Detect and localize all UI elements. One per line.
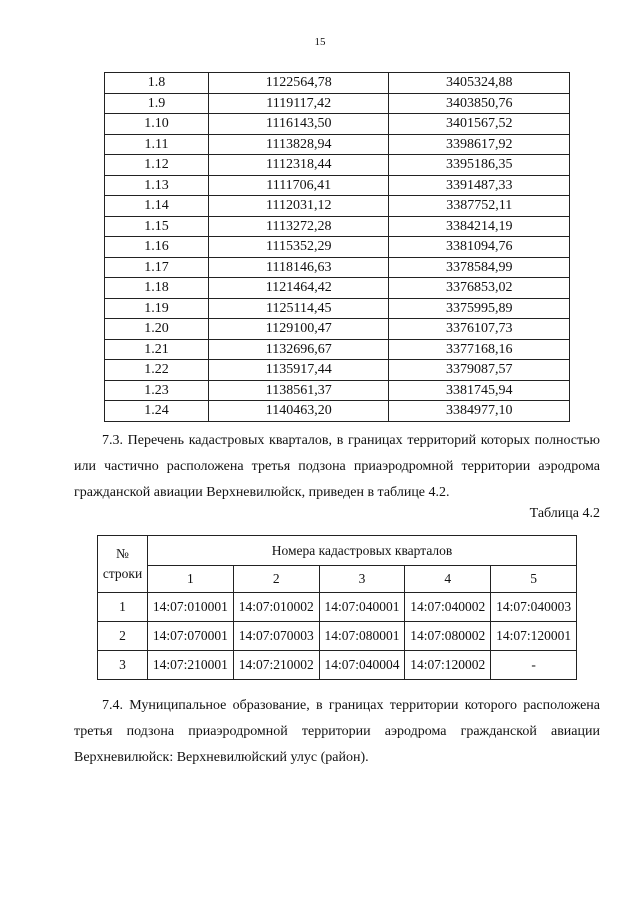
- x-coordinate-cell: 1121464,42: [208, 278, 389, 299]
- x-coordinate-cell: 1115352,29: [208, 237, 389, 258]
- x-coordinate-cell: 1112031,12: [208, 196, 389, 217]
- point-number-cell: 1.22: [105, 360, 209, 381]
- y-coordinate-cell: 3379087,57: [389, 360, 570, 381]
- point-number-cell: 1.21: [105, 339, 209, 360]
- cadastral-quarter-cell: 14:07:120002: [405, 651, 491, 680]
- point-number-cell: 1.20: [105, 319, 209, 340]
- table-row: [105, 360, 570, 381]
- row-number-cell: 2: [98, 622, 148, 651]
- point-number-cell: 1.11: [105, 134, 209, 155]
- table-row: [105, 298, 570, 319]
- x-coordinate-cell: 1118146,63: [208, 257, 389, 278]
- row-number-header-word: строки: [102, 566, 143, 581]
- table-caption: Таблица 4.2: [529, 506, 600, 521]
- table-row: [105, 339, 570, 360]
- x-coordinate-cell: 1129100,47: [208, 319, 389, 340]
- y-coordinate-cell: 3405324,88: [389, 73, 570, 94]
- point-number-cell: 1.14: [105, 196, 209, 217]
- cadastral-quarter-cell: 14:07:080002: [405, 622, 491, 651]
- paragraph-7-3: 7.3. Перечень кадастровых кварталов, в границах территорий которых полностью или частично расположена третья подзона приаэродромной территории аэродрома гражданской авиации Верхневилюйск, приведен в таблице 4.2.: [74, 433, 600, 500]
- y-coordinate-cell: 3378584,99: [389, 257, 570, 278]
- cadastral-quarter-cell: 14:07:040003: [491, 593, 577, 622]
- y-coordinate-cell: 3377168,16: [389, 339, 570, 360]
- column-number-header: 2: [233, 566, 319, 593]
- table-row: [105, 155, 570, 176]
- x-coordinate-cell: 1113828,94: [208, 134, 389, 155]
- cadastral-quarter-cell: 14:07:010002: [233, 593, 319, 622]
- y-coordinate-cell: 3395186,35: [389, 155, 570, 176]
- y-coordinate-cell: 3384214,19: [389, 216, 570, 237]
- coordinates-table: [104, 72, 570, 422]
- x-coordinate-cell: 1132696,67: [208, 339, 389, 360]
- cadastral-quarter-cell: 14:07:040001: [319, 593, 405, 622]
- table-row: [105, 401, 570, 422]
- y-coordinate-cell: 3401567,52: [389, 114, 570, 135]
- cadastral-quarters-header: Номера кадастровых кварталов: [148, 536, 577, 566]
- table-row: [105, 93, 570, 114]
- x-coordinate-cell: 1125114,45: [208, 298, 389, 319]
- table-row: [98, 622, 577, 651]
- table-row: [98, 593, 577, 622]
- cadastral-quarters-table: [97, 535, 577, 680]
- cadastral-quarter-cell: 14:07:010001: [148, 593, 234, 622]
- y-coordinate-cell: 3398617,92: [389, 134, 570, 155]
- y-coordinate-cell: 3387752,11: [389, 196, 570, 217]
- x-coordinate-cell: 1119117,42: [208, 93, 389, 114]
- table-row: [105, 319, 570, 340]
- x-coordinate-cell: 1140463,20: [208, 401, 389, 422]
- page-number: 15: [314, 36, 326, 48]
- point-number-cell: 1.13: [105, 175, 209, 196]
- table-row: [105, 175, 570, 196]
- point-number-cell: 1.23: [105, 380, 209, 401]
- cadastral-quarter-cell: 14:07:070001: [148, 622, 234, 651]
- x-coordinate-cell: 1122564,78: [208, 73, 389, 94]
- row-number-header-symbol: №: [116, 546, 129, 561]
- cadastral-quarter-cell: 14:07:120001: [491, 622, 577, 651]
- row-number-header: [98, 536, 148, 593]
- table-row: [105, 380, 570, 401]
- y-coordinate-cell: 3375995,89: [389, 298, 570, 319]
- point-number-cell: 1.24: [105, 401, 209, 422]
- table-row: [105, 114, 570, 135]
- cadastral-quarter-cell: 14:07:080001: [319, 622, 405, 651]
- cadastral-quarter-cell: 14:07:210001: [148, 651, 234, 680]
- cadastral-quarter-cell: 14:07:040004: [319, 651, 405, 680]
- y-coordinate-cell: 3384977,10: [389, 401, 570, 422]
- x-coordinate-cell: 1138561,37: [208, 380, 389, 401]
- y-coordinate-cell: 3381094,76: [389, 237, 570, 258]
- x-coordinate-cell: 1111706,41: [208, 175, 389, 196]
- table-row: [105, 278, 570, 299]
- point-number-cell: 1.9: [105, 93, 209, 114]
- table-row: [105, 216, 570, 237]
- x-coordinate-cell: 1113272,28: [208, 216, 389, 237]
- table-row: [105, 134, 570, 155]
- column-number-header: 4: [405, 566, 491, 593]
- row-number-cell: 3: [98, 651, 148, 680]
- table-row: [105, 237, 570, 258]
- point-number-cell: 1.8: [105, 73, 209, 94]
- y-coordinate-cell: 3391487,33: [389, 175, 570, 196]
- point-number-cell: 1.15: [105, 216, 209, 237]
- column-number-header: 3: [319, 566, 405, 593]
- row-number-cell: 1: [98, 593, 148, 622]
- y-coordinate-cell: 3403850,76: [389, 93, 570, 114]
- x-coordinate-cell: 1116143,50: [208, 114, 389, 135]
- x-coordinate-cell: 1135917,44: [208, 360, 389, 381]
- paragraph-7-4: 7.4. Муниципальное образование, в границах территории которого расположена третья подзона приаэродромной территории аэродрома гражданской авиации Верхневилюйск: Верхневилюйский улус (район).: [74, 698, 600, 765]
- table-row: [98, 651, 577, 680]
- column-number-header: 5: [491, 566, 577, 593]
- point-number-cell: 1.17: [105, 257, 209, 278]
- point-number-cell: 1.10: [105, 114, 209, 135]
- x-coordinate-cell: 1112318,44: [208, 155, 389, 176]
- y-coordinate-cell: 3376107,73: [389, 319, 570, 340]
- table-row: [105, 257, 570, 278]
- cadastral-quarter-cell: 14:07:040002: [405, 593, 491, 622]
- y-coordinate-cell: 3381745,94: [389, 380, 570, 401]
- point-number-cell: 1.19: [105, 298, 209, 319]
- point-number-cell: 1.16: [105, 237, 209, 258]
- point-number-cell: 1.12: [105, 155, 209, 176]
- cadastral-quarter-cell: -: [491, 651, 577, 680]
- column-number-header: 1: [148, 566, 234, 593]
- point-number-cell: 1.18: [105, 278, 209, 299]
- cadastral-quarter-cell: 14:07:070003: [233, 622, 319, 651]
- table-row: [105, 196, 570, 217]
- table-row: [105, 73, 570, 94]
- cadastral-quarter-cell: 14:07:210002: [233, 651, 319, 680]
- y-coordinate-cell: 3376853,02: [389, 278, 570, 299]
